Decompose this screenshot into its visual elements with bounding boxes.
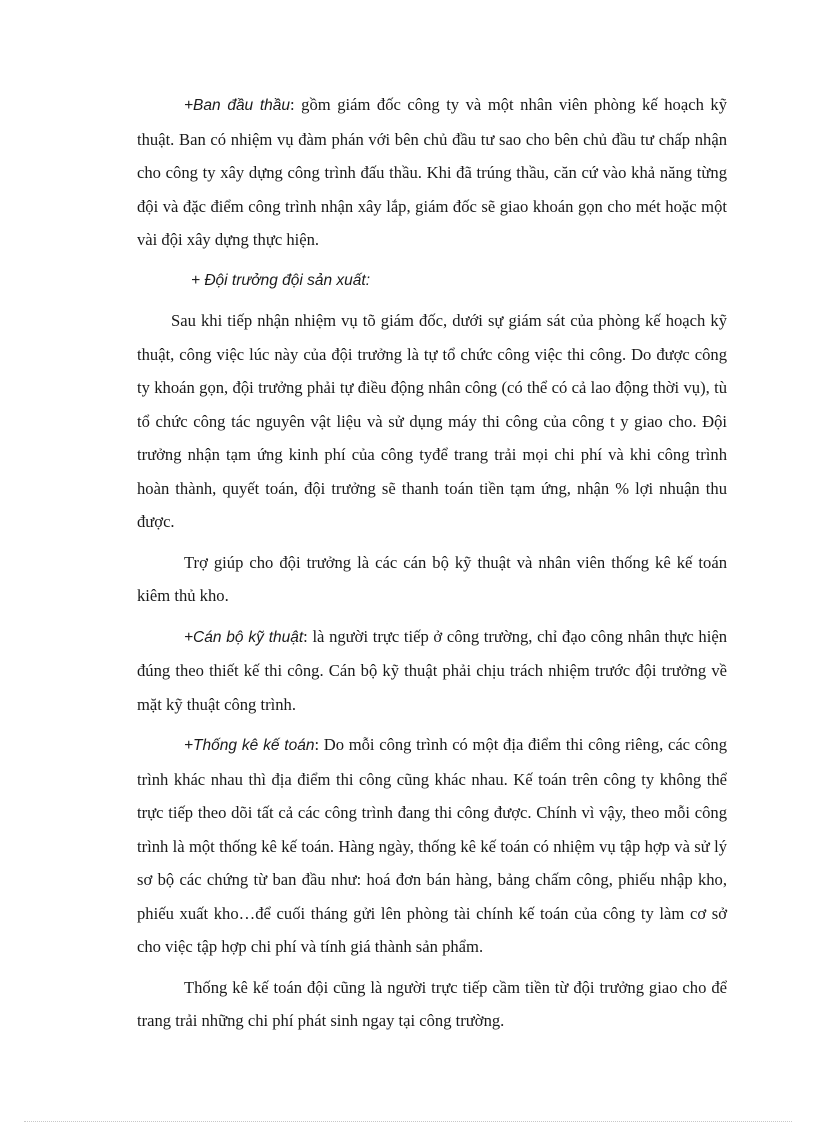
paragraph-can-bo-ky-thuat xyxy=(137,620,727,722)
paragraph-tro-giup: Trợ giúp cho đội trưởng là các cán bộ kỹ thuật và nhân viên thống kê kế toán kiêm thủ kho. xyxy=(137,552,727,605)
page-bottom-divider xyxy=(24,1121,792,1122)
paragraph-doi-truong: Sau khi tiếp nhận nhiệm vụ tõ giám đốc, dưới sự giám sát của phòng kế hoạch kỹ thuật, công việc lúc này của đội trưởng là tự tổ chức công việc thi công. Do được công ty khoán gọn, đội trưởng phải tự điều động nhân công (có thể có cả lao động thời vụ), tù tổ chức công tác nguyên vật liệu và sử dụng máy thi công của công t y giao cho. Đội trưởng nhận tạm ứng kinh phí của công tyđể trang trải mọi chi phí và khi công trình hoàn thành, quyết toán, đội trưởng sẽ thanh toán tiền tạm ứng, nhận % lợi nhuận thu được. xyxy=(137,311,727,531)
paragraph-thong-ke-doi: Thống kê kế toán đội cũng là người trực tiếp cầm tiền từ đội trưởng giao cho để trang trải những chi phí phát sinh ngay tại công trường. xyxy=(137,977,727,1030)
term-can-bo-ky-thuat: +Cán bộ kỹ thuật xyxy=(184,628,304,646)
document-body xyxy=(137,88,727,1045)
paragraph-text: : gồm giám đốc công ty và một nhân viên phòng kế hoạch kỹ thuật. Ban có nhiệm vụ đàm phán với bên chủ đầu tư sao cho bên chủ đầu tư chấp nhận cho công ty xây dựng công trình đấu thầu. Khi đã trúng thầu, căn cứ vào khả năng từng đội và đặc điểm công trình nhận xây lắp, giám đốc sẽ giao khoán gọn cho mét hoặc một vài đội xây dựng thực hiện. xyxy=(137,95,727,249)
term-thong-ke-ke-toan: +Thống kê kế toán xyxy=(184,737,315,754)
paragraph-ban-dau-thau xyxy=(137,88,727,257)
term-ban-dau-thau: +Ban đầu thầu xyxy=(184,97,291,114)
paragraph-text: : Do mỗi công trình có một địa điểm thi công riêng, các công trình khác nhau thì địa điểm thi công cũng khác nhau. Kế toán trên công ty không thể trực tiếp theo dõi tất cả các công trình đang thi công được. Chính vì vậy, theo mỗi công trình là một thống kê kế toán. Hàng ngày, thống kê kế toán có nhiệm vụ tập hợp và sử lý sơ bộ các chứng từ ban đầu như: hoá đơn bán hàng, bảng chấm công, phiếu nhập kho, phiếu xuất kho…để cuối tháng gửi lên phòng tài chính kế toán của công ty làm cơ sở cho việc tập hợp chi phí và tính giá thành sản phẩm. xyxy=(137,735,727,956)
paragraph-thong-ke-ke-toan xyxy=(137,728,727,964)
section-heading-doi-truong: + Đội trưởng đội sản xuất: xyxy=(191,271,371,289)
paragraph-text: : là người trực tiếp ở công trường, chỉ đạo công nhân thực hiện đúng theo thiết kế thi công. Cán bộ kỹ thuật phải chịu trách nhiệm trước đội trưởng về mặt kỹ thuật công trình. xyxy=(137,626,727,714)
